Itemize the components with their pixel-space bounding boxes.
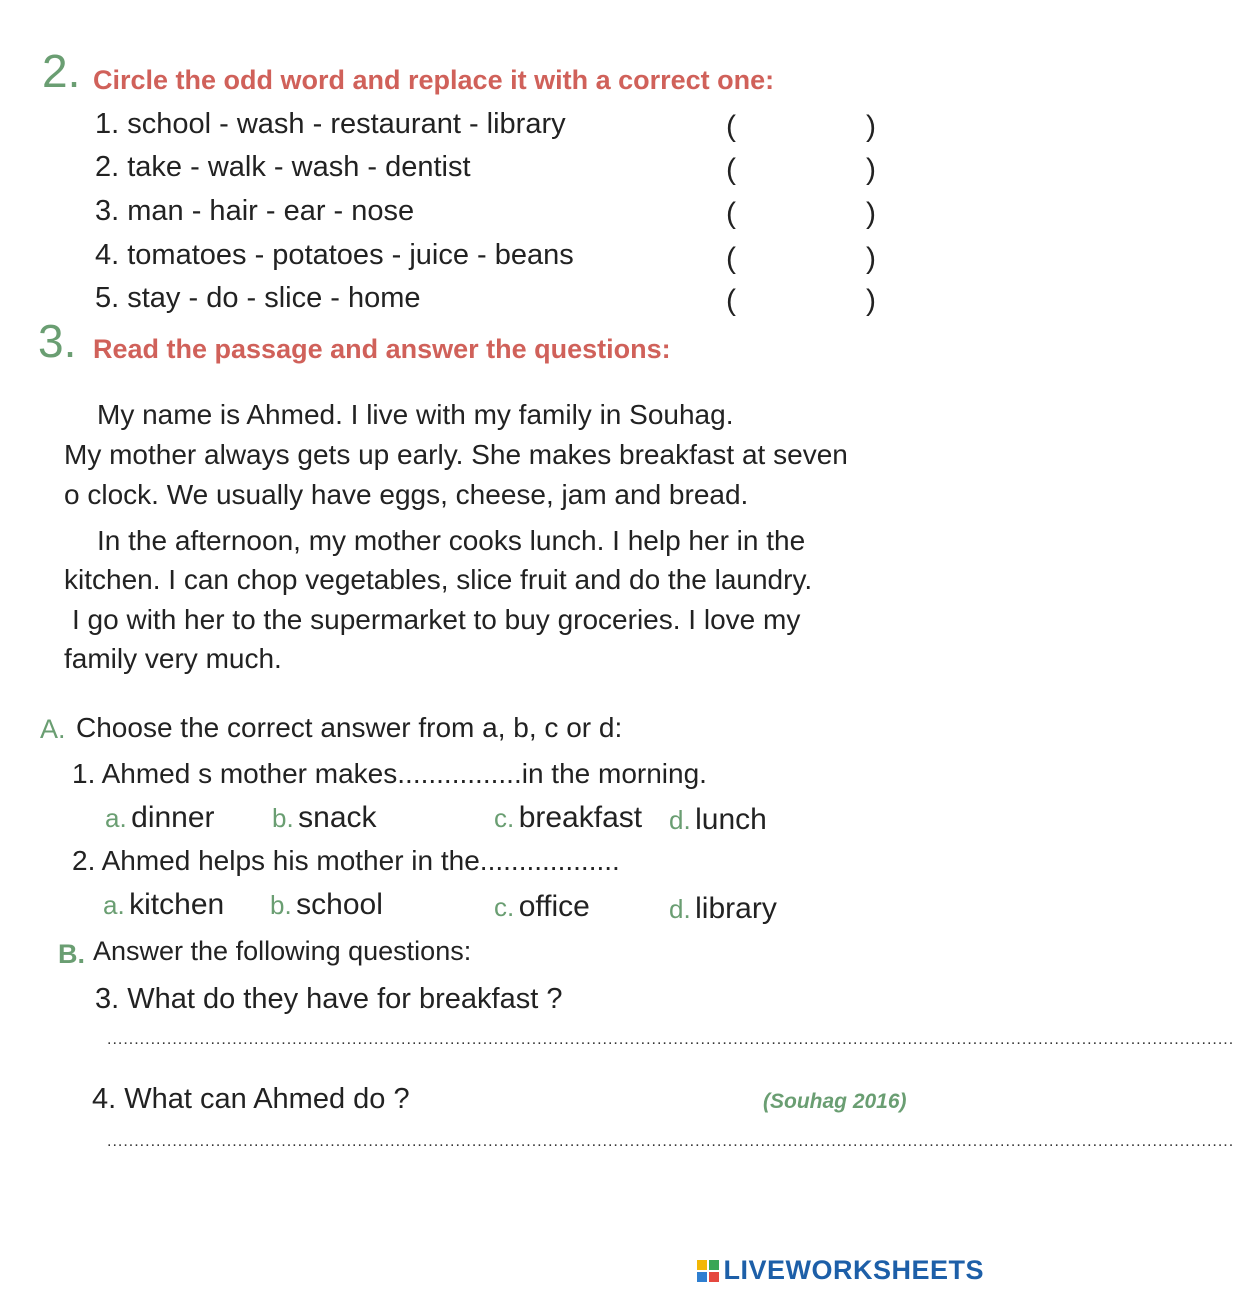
mcq-question-2: 2. Ahmed helps his mother in the.................. [72,845,620,876]
section-2-number: 2. [42,45,81,97]
passage-line-5: kitchen. I can chop vegetables, slice fruit and do the laundry. [64,564,813,595]
item-number: 1. [95,108,120,140]
answer-paren-open-5: ( [726,284,736,317]
part-b-instruction: Answer the following questions: [93,936,472,966]
mcq-1-option-b[interactable] [272,803,377,833]
part-a-instruction: Choose the correct answer from a, b, c or d: [76,712,623,743]
passage-line-6: I go with her to the supermarket to buy groceries. I love my [72,604,801,635]
odd-word-item-1[interactable] [95,110,566,139]
section-2-title: Circle the odd word and replace it with a correct one: [93,65,775,95]
answer-paren-open-4: ( [726,242,736,275]
option-text: breakfast [518,801,643,834]
liveworksheets-logo-icon [697,1260,719,1282]
option-letter: b. [272,803,294,833]
answer-box-5[interactable] [745,286,863,318]
answer-paren-close-4: ) [866,242,876,275]
passage-line-4: In the afternoon, my mother cooks lunch. I help her in the [97,525,806,556]
answer-box-3[interactable] [745,199,863,231]
passage-line-3: o clock. We usually have eggs, cheese, jam and bread. [64,479,749,510]
mcq-1-option-d[interactable] [669,805,767,835]
answer-line-3[interactable]: ............................................................................................................................................................................................................... [107,1031,1234,1048]
liveworksheets-logo[interactable] [697,1257,984,1284]
option-text: library [695,892,777,925]
option-letter: d. [669,805,691,835]
item-number: 3. [95,195,120,227]
option-letter: c. [494,803,515,833]
option-letter: d. [669,894,691,924]
option-text: dinner [131,801,215,834]
answer-paren-close-3: ) [866,197,876,230]
option-text: office [518,890,590,923]
item-text: school - wash - restaurant - library [127,108,566,140]
answer-paren-open-1: ( [726,110,736,143]
answer-line-4[interactable]: ............................................................................................................................................................................................................... [107,1133,1234,1150]
odd-word-item-2[interactable] [95,153,471,182]
mcq-question-1: 1. Ahmed s mother makes................in the morning. [72,758,707,789]
odd-word-item-5[interactable] [95,284,421,313]
option-text: snack [298,801,377,834]
answer-box-2[interactable] [745,155,863,187]
part-b-letter: B. [58,939,85,969]
item-text: take - walk - wash - dentist [127,151,471,183]
option-text: lunch [695,803,767,836]
source-note: (Souhag 2016) [763,1090,907,1113]
mcq-2-option-d[interactable] [669,894,777,924]
answer-paren-close-5: ) [866,284,876,317]
option-letter: a. [105,803,127,833]
item-text: stay - do - slice - home [127,282,421,314]
option-text: kitchen [129,888,225,921]
open-question-3: 3. What do they have for breakfast ? [95,983,563,1015]
option-letter: a. [103,890,125,920]
item-text: tomatoes - potatoes - juice - beans [127,239,574,271]
option-text: school [296,888,383,921]
mcq-2-option-b[interactable] [270,890,383,920]
passage-line-7: family very much. [64,643,282,674]
part-a-letter: A. [40,714,66,744]
answer-box-1[interactable] [745,112,863,144]
logo-text: LIVEWORKSHEETS [723,1255,984,1285]
answer-paren-open-3: ( [726,197,736,230]
answer-paren-open-2: ( [726,153,736,186]
item-number: 2. [95,151,120,183]
passage-line-1: My name is Ahmed. I live with my family in Souhag. [97,399,734,430]
section-3-number: 3. [38,315,77,367]
passage-line-2: My mother always gets up early. She makes breakfast at seven [64,439,848,470]
answer-paren-close-2: ) [866,153,876,186]
item-number: 5. [95,282,120,314]
section-3-title: Read the passage and answer the questions: [93,334,671,364]
odd-word-item-4[interactable] [95,241,574,270]
mcq-2-option-c[interactable] [494,892,590,922]
option-letter: c. [494,892,515,922]
item-number: 4. [95,239,120,271]
mcq-1-option-a[interactable] [105,803,215,833]
odd-word-item-3[interactable] [95,197,414,226]
mcq-1-option-c[interactable] [494,803,642,833]
item-text: man - hair - ear - nose [127,195,415,227]
answer-box-4[interactable] [745,244,863,276]
open-question-4: 4. What can Ahmed do ? [92,1083,410,1115]
answer-paren-close-1: ) [866,110,876,143]
mcq-2-option-a[interactable] [103,890,224,920]
option-letter: b. [270,890,292,920]
